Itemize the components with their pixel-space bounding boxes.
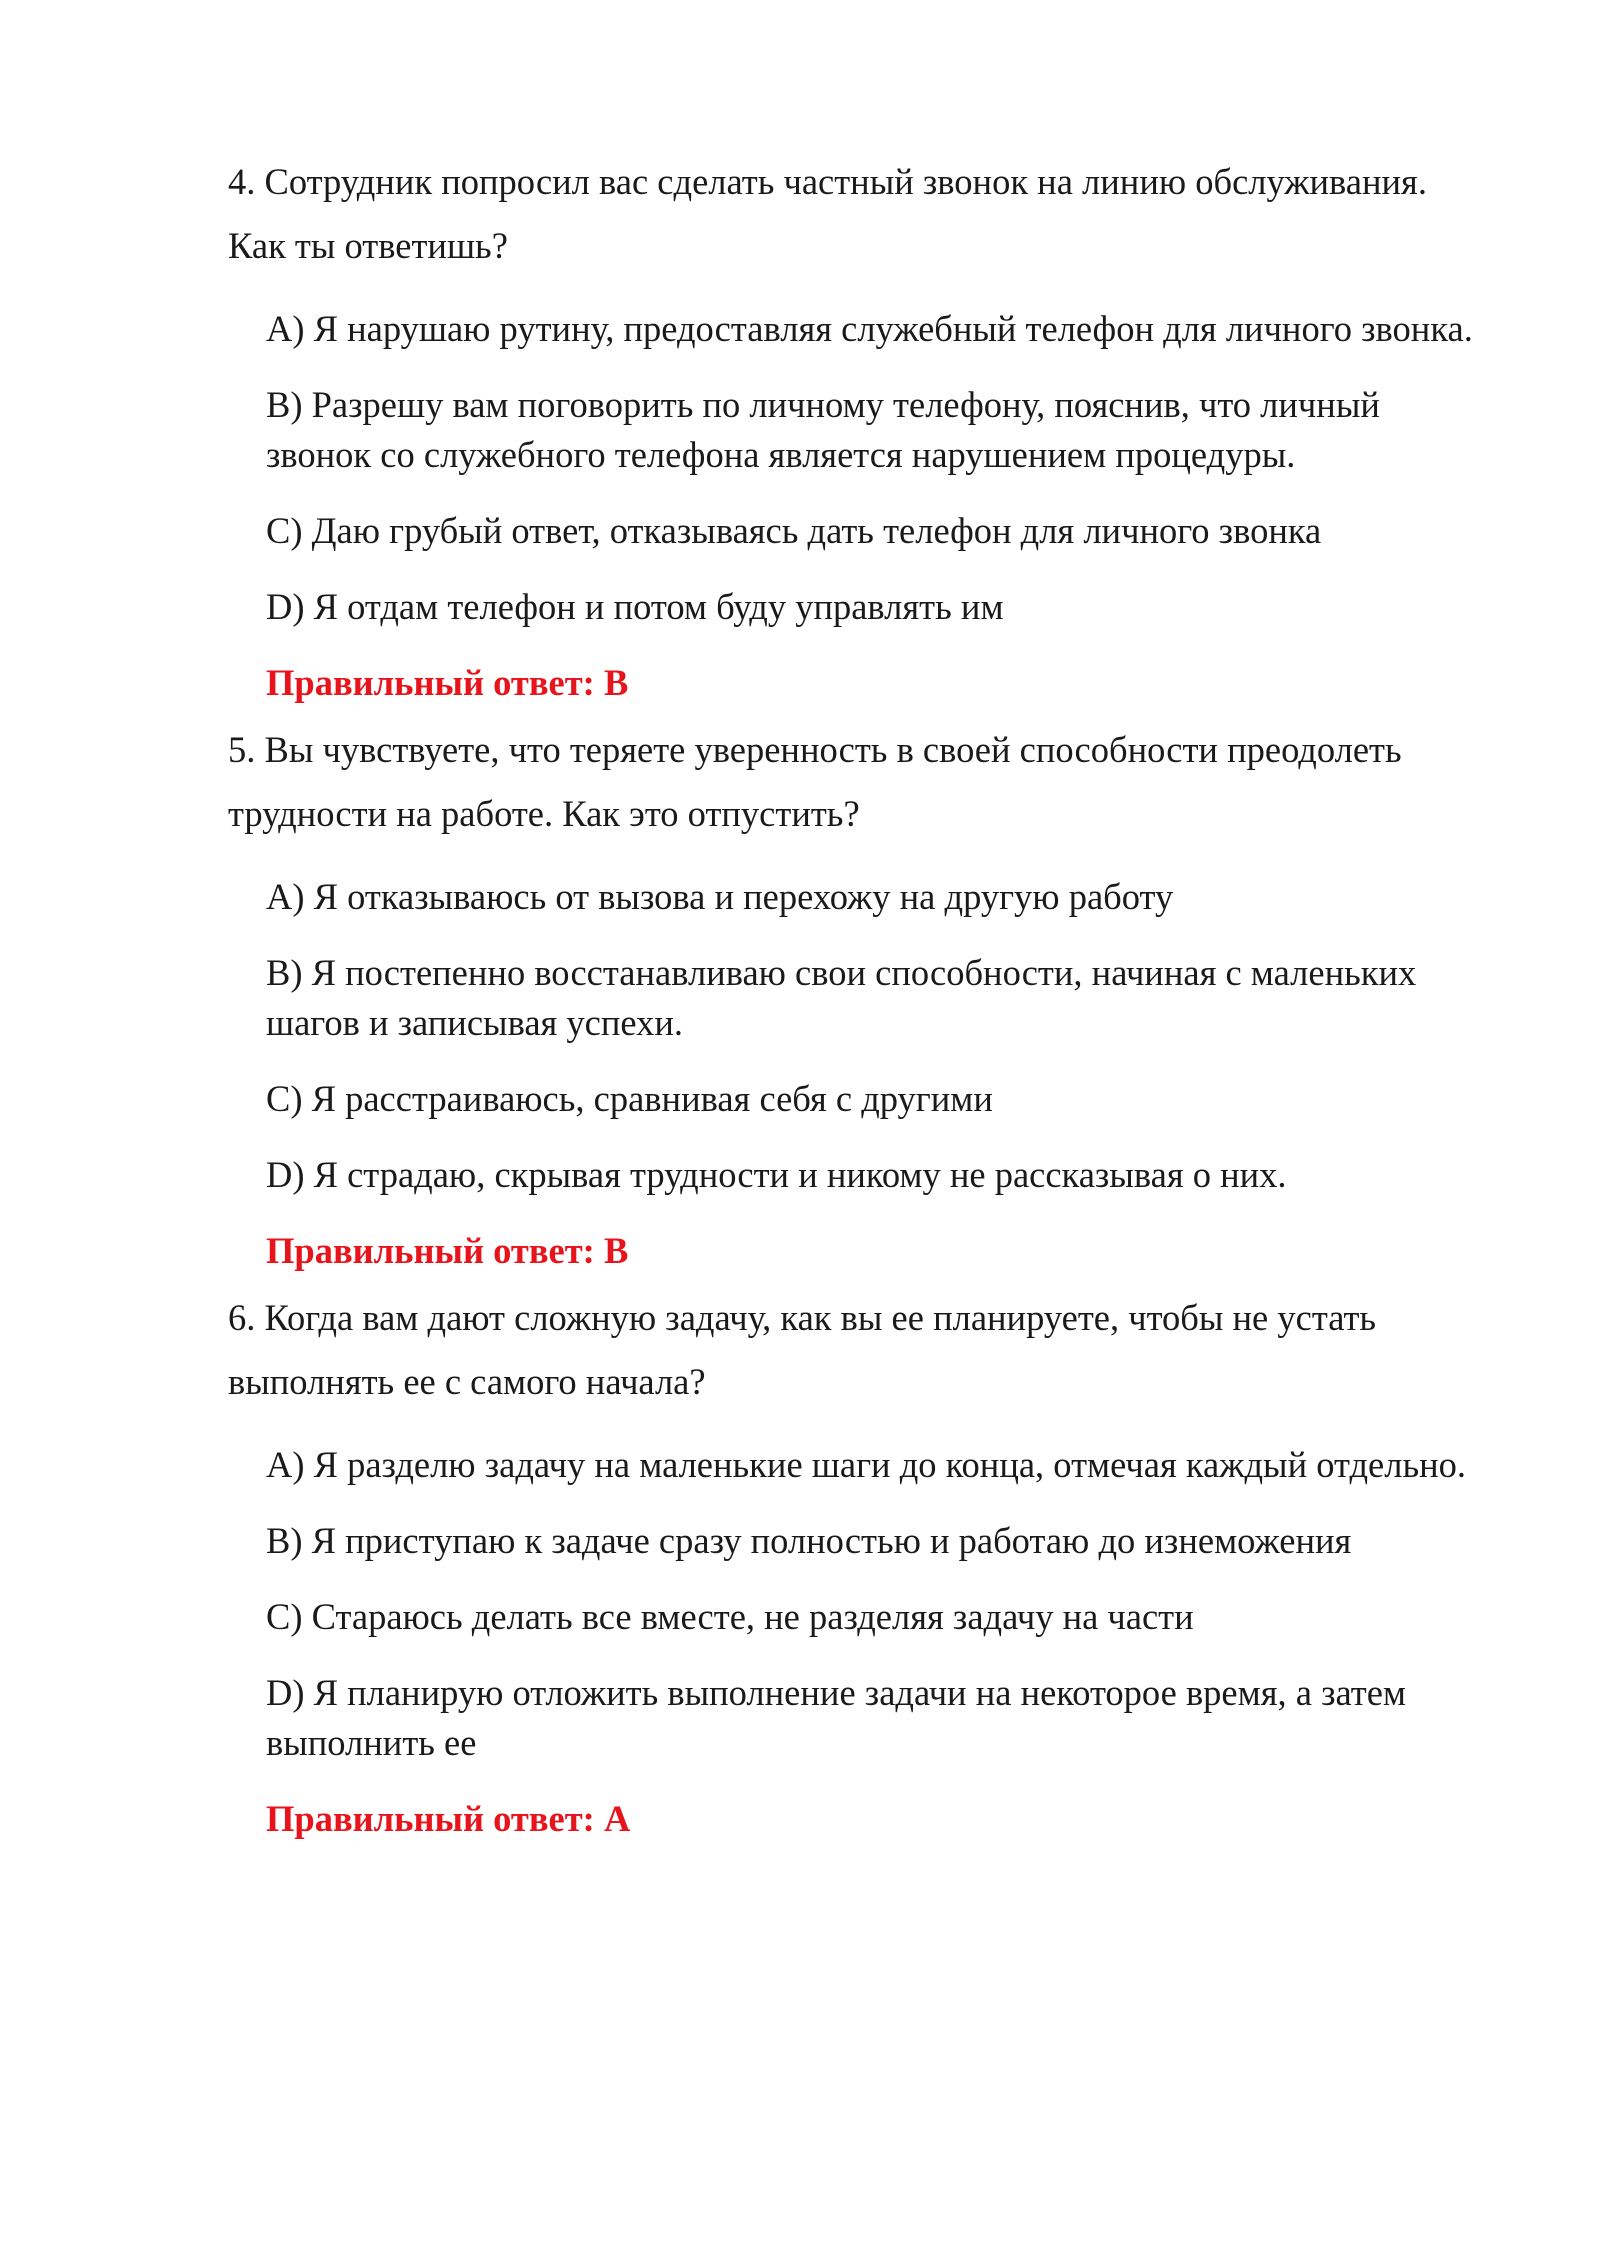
options-list: [266, 304, 1486, 632]
option-c: C) Я расстраиваюсь, сравнивая себя с другими: [266, 1078, 993, 1119]
options-list: [266, 872, 1486, 1200]
correct-answer: Правильный ответ: B: [266, 662, 629, 703]
question-4: [228, 150, 1478, 632]
option-c: C) Даю грубый ответ, отказываясь дать телефон для личного звонка: [266, 510, 1322, 551]
correct-answer: Правильный ответ: A: [266, 1798, 631, 1839]
question-6: [228, 1286, 1478, 1768]
option-a: A) Я разделю задачу на маленькие шаги до конца, отмечая каждый отдельно.: [266, 1444, 1467, 1485]
option-d: D) Я отдам телефон и потом буду управлять им: [266, 586, 1004, 627]
option-a: A) Я нарушаю рутину, предоставляя служебный телефон для личного звонка.: [266, 308, 1473, 349]
correct-answer: Правильный ответ: B: [266, 1230, 629, 1271]
option-a: A) Я отказываюсь от вызова и перехожу на другую работу: [266, 876, 1174, 917]
option-b: B) Разрешу вам поговорить по личному телефону, пояснив, что личный звонок со служебного телефона является нарушением процедуры.: [266, 384, 1380, 475]
options-list: [266, 1440, 1486, 1768]
option-b: B) Я приступаю к задаче сразу полностью и работаю до изнеможения: [266, 1520, 1352, 1561]
question-text: 4. Сотрудник попросил вас сделать частный звонок на линию обслуживания. Как ты ответишь?: [228, 161, 1427, 266]
question-5: [228, 718, 1478, 1200]
option-d: D) Я планирую отложить выполнение задачи на некоторое время, а затем выполнить ее: [266, 1672, 1407, 1763]
question-text: 6. Когда вам дают сложную задачу, как вы ее планируете, чтобы не устать выполнять ее с самого начала?: [228, 1297, 1377, 1402]
question-text: 5. Вы чувствуете, что теряете уверенность в своей способности преодолеть трудности на работе. Как это отпустить?: [228, 729, 1402, 834]
option-c: C) Стараюсь делать все вместе, не разделяя задачу на части: [266, 1596, 1194, 1637]
option-d: D) Я страдаю, скрывая трудности и никому не рассказывая о них.: [266, 1154, 1287, 1195]
option-b: B) Я постепенно восстанавливаю свои способности, начиная с маленьких шагов и записывая успехи.: [266, 952, 1417, 1043]
